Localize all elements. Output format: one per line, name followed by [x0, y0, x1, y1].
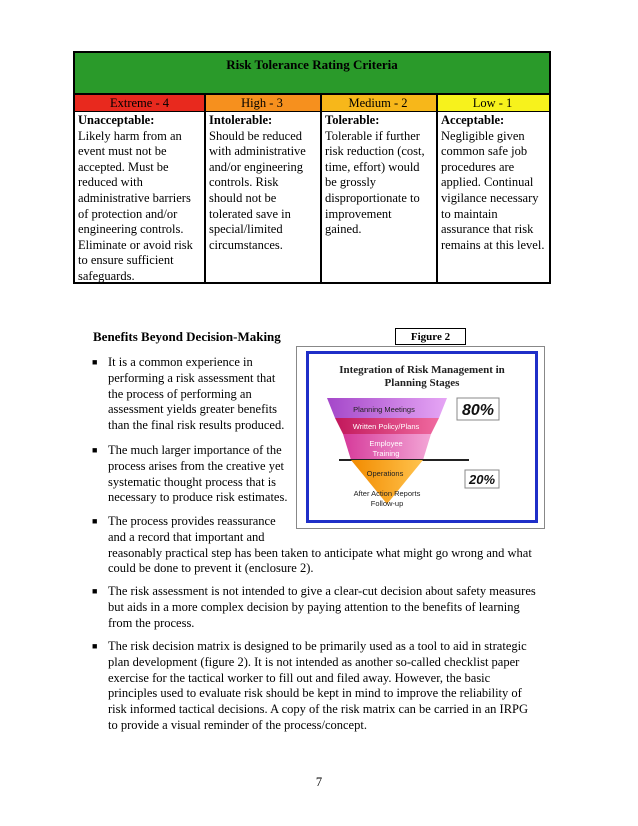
column-divider — [204, 95, 206, 282]
bullet-line: reasonably practical step has been taken to anticipate what might go wrong and what — [108, 545, 532, 560]
bullet-line: the process of performing an — [108, 386, 252, 401]
cell-line: Likely harm from an — [78, 128, 182, 143]
cell-line: reduced with — [78, 175, 143, 190]
cell-extreme — [75, 111, 204, 282]
risk-tolerance-table — [73, 51, 551, 284]
cell-line: applied. Continual — [441, 175, 534, 190]
cell-line: of protection and/or — [78, 206, 178, 221]
bullet-line: process arises from the creative yet — [108, 458, 284, 473]
square-bullet-icon: ■ — [92, 357, 98, 367]
square-bullet-icon: ■ — [92, 586, 98, 596]
square-bullet-icon: ■ — [92, 516, 98, 526]
bullet-line: exercise for the tactical worker to fill out and filed away. However, the basic — [108, 670, 491, 685]
layer-label-operations: Operations — [366, 469, 404, 478]
figure-title-line2: Planning Stages — [384, 377, 460, 389]
bullet-line: from the process. — [108, 615, 195, 630]
cell-line: Eliminate or avoid risk — [78, 237, 193, 252]
pct-top-label: 80% — [461, 402, 495, 419]
bullet-line: systematic thought process that is — [108, 474, 277, 489]
cell-heading: Tolerable: — [325, 113, 380, 127]
cell-line: procedures are — [441, 159, 515, 174]
cell-heading: Unacceptable: — [78, 113, 155, 127]
cell-heading: Intolerable: — [209, 113, 273, 127]
bullet-line: to provide a visual reminder of the process/concept. — [108, 717, 367, 732]
cell-line: to maintain — [441, 206, 498, 221]
bullet-line: performing a risk assessment that — [108, 370, 276, 385]
cell-line: engineering controls. — [78, 222, 184, 237]
cell-low — [438, 111, 549, 282]
cell-line: controls. Risk — [209, 175, 279, 190]
bullet-item — [92, 584, 536, 631]
cell-line: be grossly — [325, 175, 377, 190]
cell-line: gained. — [325, 222, 362, 237]
cell-line: Negligible given — [441, 128, 525, 143]
cell-line: event must not be — [78, 144, 167, 159]
bullet-line: The much larger importance of the — [108, 443, 282, 457]
header-high: High - 3 — [204, 95, 320, 111]
section-title: Benefits Beyond Decision-Making — [93, 329, 281, 344]
cell-line: disproportionate to — [325, 190, 420, 205]
cell-line: common safe job — [441, 144, 528, 159]
bullet-line: assessment yields greater benefits — [108, 402, 278, 417]
cell-line: tolerated save in — [209, 206, 291, 221]
cell-line: improvement — [325, 206, 392, 221]
cell-line: to ensure sufficient — [78, 253, 174, 268]
page-number: 7 — [315, 775, 323, 789]
bullet-line: and a record that important and — [108, 529, 265, 544]
bullet-item — [92, 639, 529, 734]
cell-line: and/or engineering — [209, 159, 304, 174]
bullet-line: The process provides reassurance — [108, 514, 276, 528]
bullet-line: plan development (figure 2). It is not intended as another so-called checklist paper — [108, 654, 520, 669]
bullet-item — [92, 443, 288, 506]
cell-line: time, effort) would — [325, 159, 420, 174]
square-bullet-icon: ■ — [92, 445, 98, 455]
cell-high — [206, 111, 320, 282]
cell-line: administrative barriers — [78, 190, 191, 205]
layer-label-training: Training — [372, 449, 400, 458]
bullet-line: but aids in a more complex decision by paying attention to the benefits of learning — [108, 599, 520, 614]
table-title: Risk Tolerance Rating Criteria — [75, 53, 549, 93]
cell-heading: Acceptable: — [441, 113, 505, 127]
column-divider — [436, 95, 438, 282]
bullet-line: risk informed tactical decisions. A copy of the risk matrix can be carried in an IRPG — [108, 702, 529, 717]
header-extreme: Extreme - 4 — [75, 95, 204, 111]
header-medium: Medium - 2 — [320, 95, 436, 111]
bullet-line: could be done to prevent it (enclosure 2). — [108, 561, 314, 576]
cell-line: remains at this level. — [441, 237, 545, 252]
figure-title-line1: Integration of Risk Management in — [339, 364, 505, 376]
layer-label-employee: Employee — [369, 439, 403, 448]
cell-line: special/limited — [209, 222, 283, 237]
cell-line: safeguards. — [78, 268, 135, 283]
bullet-line: The risk assessment is not intended to give a clear-cut decision about safety measures — [108, 584, 536, 598]
cell-line: assurance that risk — [441, 222, 534, 237]
bullet-line: necessary to produce risk estimates. — [108, 490, 288, 505]
cell-line: risk reduction (cost, — [325, 144, 425, 159]
risk-funnel-diagram — [309, 354, 535, 520]
cell-line: vigilance necessary — [441, 190, 539, 205]
cell-line: should not be — [209, 190, 277, 205]
layer-label-policy: Written Policy/Plans — [352, 422, 420, 431]
cell-line: circumstances. — [209, 237, 283, 252]
figure-panel — [306, 351, 538, 523]
header-low: Low - 1 — [436, 95, 549, 111]
cell-medium — [322, 111, 436, 282]
bullet-item — [92, 514, 532, 577]
pct-bottom-label: 20% — [468, 472, 496, 487]
bullet-line: It is a common experience in — [108, 355, 253, 369]
layer-label-planning: Planning Meetings — [353, 405, 415, 414]
cell-line: with administrative — [209, 144, 306, 159]
bullet-line: than the final risk results produced. — [108, 418, 285, 433]
figure-label: Figure 2 — [395, 328, 466, 345]
column-divider — [320, 95, 322, 282]
square-bullet-icon: ■ — [92, 641, 98, 651]
bullet-line: principles used to evaluate risk should be kept in mind to improve the reliability of — [108, 686, 522, 701]
cell-line: Should be reduced — [209, 128, 303, 143]
bottom-label-line2: Follow-up — [370, 499, 404, 508]
bullet-item — [92, 355, 285, 434]
bottom-label-line1: After Action Reports — [353, 489, 421, 498]
cell-line: Tolerable if further — [325, 128, 420, 143]
bullet-line: The risk decision matrix is designed to be primarily used as a tool to aid in strategic — [108, 639, 527, 653]
cell-line: accepted. Must be — [78, 159, 169, 174]
